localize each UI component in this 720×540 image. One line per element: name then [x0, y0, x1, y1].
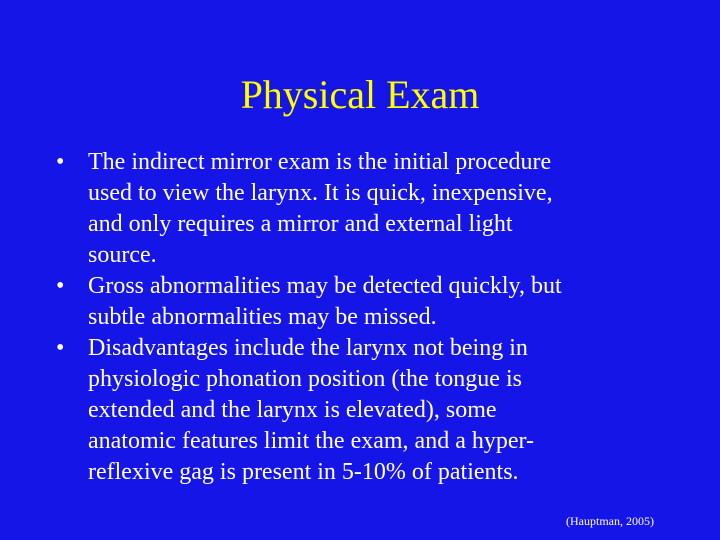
citation: (Hauptman, 2005) [566, 514, 654, 528]
bullet-1-line-3: and only requires a mirror and external light [88, 211, 513, 237]
bullet-1-line-1: The indirect mirror exam is the initial procedure [88, 149, 552, 175]
bullet-3-line-3: extended and the larynx is elevated), some [88, 397, 497, 423]
bullet-3-line-5: reflexive gag is present in 5-10% of patients. [88, 459, 519, 485]
bullet-3-line-4: anatomic features limit the exam, and a hyper- [88, 428, 535, 454]
bullet-marker-3: • [56, 335, 65, 361]
bullet-list [56, 147, 676, 488]
bullet-marker-2: • [56, 273, 65, 299]
bullet-item-1 [56, 147, 676, 271]
bullet-item-3 [56, 333, 676, 488]
bullet-2-line-2: subtle abnormalities may be missed. [88, 304, 437, 330]
bullet-3-line-1: Disadvantages include the larynx not being in [88, 335, 528, 361]
bullet-3-line-2: physiologic phonation position (the tongue is [88, 366, 522, 392]
bullet-2-line-1: Gross abnormalities may be detected quickly, but [88, 273, 562, 299]
bullet-item-2 [56, 271, 676, 333]
slide-title: Physical Exam [240, 72, 480, 117]
bullet-1-line-2: used to view the larynx. It is quick, inexpensive, [88, 180, 553, 206]
bullet-1-line-4: source. [88, 242, 157, 268]
bullet-marker-1: • [56, 149, 65, 175]
